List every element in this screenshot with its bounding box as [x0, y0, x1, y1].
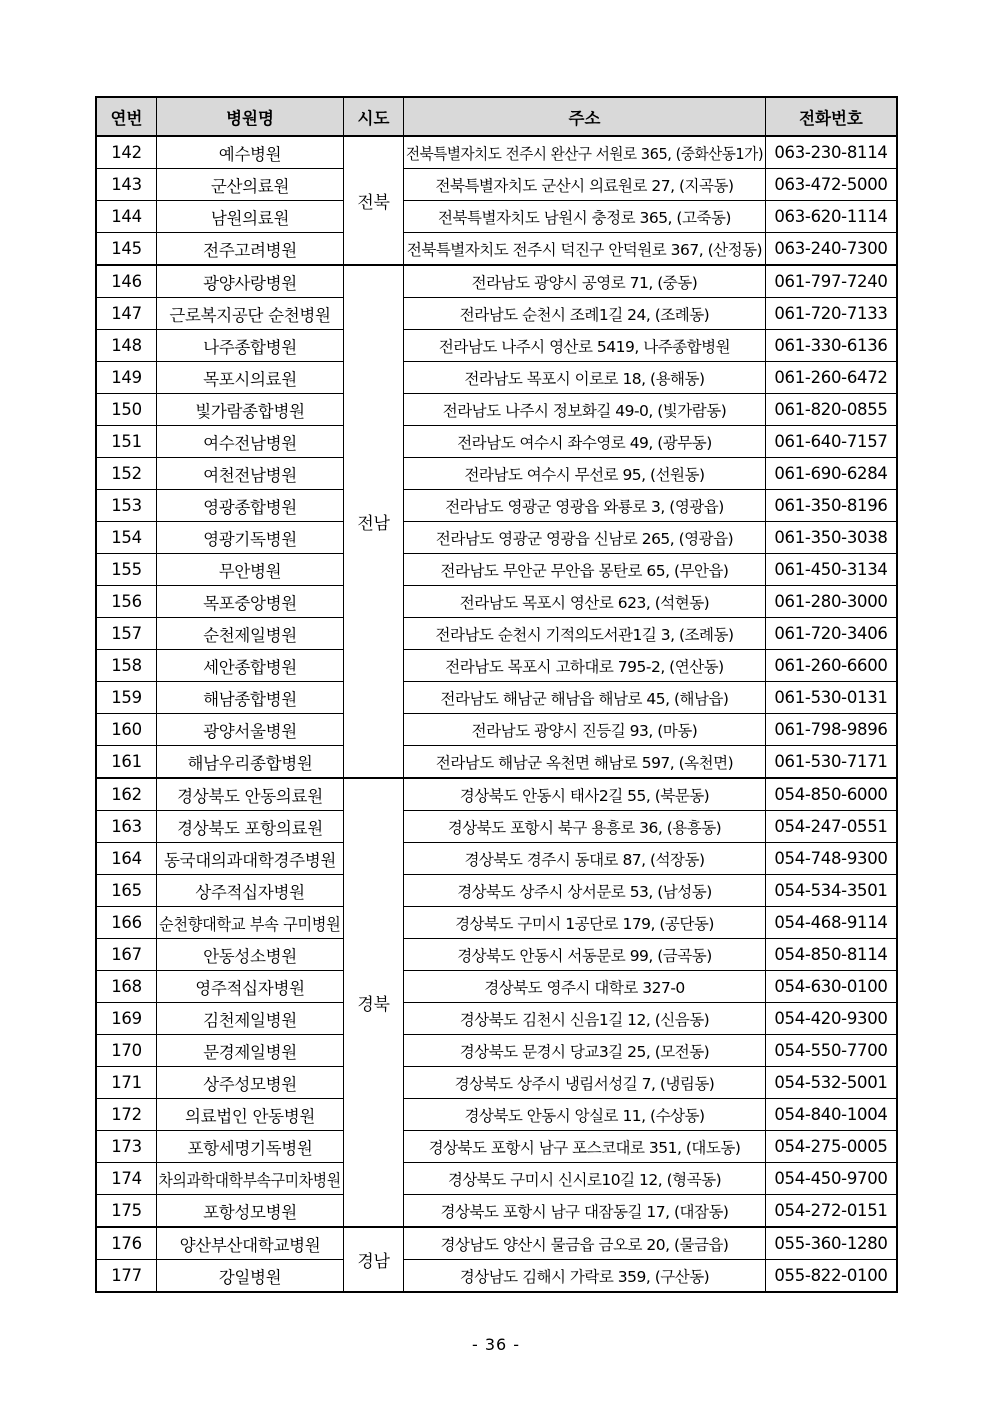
hospital-address: 전라남도 광양시 공영로 71, (중동) [404, 265, 766, 298]
hospital-name: 양산부산대학교병원 [157, 1227, 344, 1260]
hospital-address: 경상북도 안동시 앙실로 11, (수상동) [404, 1099, 766, 1131]
table-row [97, 1195, 897, 1228]
table-row [97, 330, 897, 362]
hospital-address: 경상북도 영주시 대학로 327-0 [404, 971, 766, 1003]
hospital-phone: 061-640-7157 [766, 426, 897, 458]
row-number: 177 [97, 1260, 157, 1292]
table-row [97, 233, 897, 266]
row-number: 165 [97, 875, 157, 907]
row-number: 163 [97, 811, 157, 843]
row-number: 150 [97, 394, 157, 426]
row-number: 174 [97, 1163, 157, 1195]
hospital-phone: 054-532-5001 [766, 1067, 897, 1099]
row-number: 161 [97, 746, 157, 779]
hospital-address: 전라남도 목포시 이로로 18, (용해동) [404, 362, 766, 394]
hospital-name: 포항세명기독병원 [157, 1131, 344, 1163]
hospital-phone: 054-850-6000 [766, 778, 897, 811]
hospital-name: 근로복지공단 순천병원 [157, 298, 344, 330]
table-row [97, 811, 897, 843]
table-row [97, 1099, 897, 1131]
table-row [97, 907, 897, 939]
table-row [97, 554, 897, 586]
row-number: 176 [97, 1227, 157, 1260]
table-row [97, 522, 897, 554]
hospital-name: 동국대의과대학경주병원 [157, 843, 344, 875]
hospital-name: 포항성모병원 [157, 1195, 344, 1228]
hospital-phone: 061-798-9896 [766, 714, 897, 746]
hospital-address: 경상북도 상주시 상서문로 53, (남성동) [404, 875, 766, 907]
hospital-name: 여수전남병원 [157, 426, 344, 458]
hospital-phone: 061-280-3000 [766, 586, 897, 618]
hospital-phone: 061-720-3406 [766, 618, 897, 650]
hospital-address: 경상북도 안동시 서동문로 99, (금곡동) [404, 939, 766, 971]
region-cell: 경북 [344, 778, 404, 1227]
header-address: 주소 [404, 98, 766, 137]
row-number: 146 [97, 265, 157, 298]
table-row [97, 618, 897, 650]
table-row [97, 586, 897, 618]
hospital-address: 경상북도 구미시 1공단로 179, (공단동) [404, 907, 766, 939]
row-number: 162 [97, 778, 157, 811]
row-number: 173 [97, 1131, 157, 1163]
hospital-table [96, 97, 897, 1292]
hospital-name: 경상북도 포항의료원 [157, 811, 344, 843]
hospital-phone: 054-420-9300 [766, 1003, 897, 1035]
hospital-phone: 054-272-0151 [766, 1195, 897, 1228]
table-row [97, 875, 897, 907]
hospital-name: 광양서울병원 [157, 714, 344, 746]
hospital-name: 군산의료원 [157, 169, 344, 201]
hospital-name: 전주고려병원 [157, 233, 344, 266]
region-cell: 전북 [344, 136, 404, 265]
hospital-address: 경상북도 상주시 냉림서성길 7, (냉림동) [404, 1067, 766, 1099]
hospital-phone: 063-620-1114 [766, 201, 897, 233]
hospital-name: 남원의료원 [157, 201, 344, 233]
hospital-address: 전라남도 여수시 무선로 95, (선원동) [404, 458, 766, 490]
row-number: 170 [97, 1035, 157, 1067]
hospital-address: 전라남도 순천시 조례1길 24, (조례동) [404, 298, 766, 330]
table-row [97, 1163, 897, 1195]
hospital-address: 전라남도 순천시 기적의도서관1길 3, (조례동) [404, 618, 766, 650]
hospital-address: 전라남도 광양시 진등길 93, (마동) [404, 714, 766, 746]
row-number: 144 [97, 201, 157, 233]
hospital-phone: 054-850-8114 [766, 939, 897, 971]
hospital-address: 경상북도 안동시 태사2길 55, (북문동) [404, 778, 766, 811]
hospital-phone: 061-530-0131 [766, 682, 897, 714]
hospital-name: 김천제일병원 [157, 1003, 344, 1035]
row-number: 155 [97, 554, 157, 586]
hospital-address: 전북특별자치도 전주시 완산구 서원로 365, (중화산동1가) [404, 136, 766, 169]
row-number: 151 [97, 426, 157, 458]
hospital-name: 경상북도 안동의료원 [157, 778, 344, 811]
hospital-address: 경상북도 포항시 남구 대잠동길 17, (대잠동) [404, 1195, 766, 1228]
hospital-name: 영광종합병원 [157, 490, 344, 522]
hospital-phone: 061-330-6136 [766, 330, 897, 362]
page-number: - 36 - [471, 1335, 521, 1354]
row-number: 157 [97, 618, 157, 650]
table-row [97, 298, 897, 330]
table-row [97, 714, 897, 746]
hospital-address: 전라남도 해남군 해남읍 해남로 45, (해남읍) [404, 682, 766, 714]
table-row [97, 1131, 897, 1163]
hospital-phone: 061-820-0855 [766, 394, 897, 426]
row-number: 175 [97, 1195, 157, 1228]
table-row [97, 169, 897, 201]
row-number: 158 [97, 650, 157, 682]
table-row [97, 458, 897, 490]
hospital-address: 전라남도 영광군 영광읍 신남로 265, (영광읍) [404, 522, 766, 554]
hospital-name: 해남우리종합병원 [157, 746, 344, 779]
hospital-address: 전라남도 목포시 영산로 623, (석현동) [404, 586, 766, 618]
hospital-name: 빛가람종합병원 [157, 394, 344, 426]
hospital-address: 경상남도 양산시 물금읍 금오로 20, (물금읍) [404, 1227, 766, 1260]
hospital-name: 순천제일병원 [157, 618, 344, 650]
table-row [97, 746, 897, 779]
row-number: 159 [97, 682, 157, 714]
hospital-phone: 063-230-8114 [766, 136, 897, 169]
hospital-address: 전라남도 해남군 옥천면 해남로 597, (옥천면) [404, 746, 766, 779]
hospital-address: 전라남도 나주시 영산로 5419, 나주종합병원 [404, 330, 766, 362]
hospital-name: 광양사랑병원 [157, 265, 344, 298]
table-row [97, 136, 897, 169]
row-number: 149 [97, 362, 157, 394]
table-row [97, 362, 897, 394]
hospital-phone: 054-468-9114 [766, 907, 897, 939]
hospital-name: 나주종합병원 [157, 330, 344, 362]
table-row [97, 201, 897, 233]
hospital-address: 경상북도 포항시 남구 포스코대로 351, (대도동) [404, 1131, 766, 1163]
table-row [97, 650, 897, 682]
hospital-address: 경상남도 김해시 가락로 359, (구산동) [404, 1260, 766, 1292]
hospital-name: 문경제일병원 [157, 1035, 344, 1067]
table-row [97, 426, 897, 458]
hospital-address: 전라남도 여수시 좌수영로 49, (광무동) [404, 426, 766, 458]
hospital-name: 영주적십자병원 [157, 971, 344, 1003]
table-row [97, 265, 897, 298]
hospital-phone: 054-748-9300 [766, 843, 897, 875]
hospital-phone: 055-822-0100 [766, 1260, 897, 1292]
row-number: 145 [97, 233, 157, 266]
row-number: 160 [97, 714, 157, 746]
row-number: 142 [97, 136, 157, 169]
header-region: 시도 [344, 98, 404, 137]
hospital-phone: 061-797-7240 [766, 265, 897, 298]
hospital-address: 전북특별자치도 전주시 덕진구 안덕원로 367, (산정동) [404, 233, 766, 266]
hospital-address: 경상북도 구미시 신시로10길 12, (형곡동) [404, 1163, 766, 1195]
hospital-name: 강일병원 [157, 1260, 344, 1292]
header-hospital-name: 병원명 [157, 98, 344, 137]
hospital-address: 전라남도 영광군 영광읍 와룡로 3, (영광읍) [404, 490, 766, 522]
hospital-phone: 061-260-6472 [766, 362, 897, 394]
region-cell: 경남 [344, 1227, 404, 1292]
hospital-name: 차의과학대학부속구미차병원 [157, 1163, 344, 1195]
hospital-phone: 061-350-3038 [766, 522, 897, 554]
hospital-phone: 054-275-0005 [766, 1131, 897, 1163]
hospital-address: 전북특별자치도 군산시 의료원로 27, (지곡동) [404, 169, 766, 201]
hospital-phone: 054-630-0100 [766, 971, 897, 1003]
hospital-phone: 061-350-8196 [766, 490, 897, 522]
hospital-address: 경상북도 포항시 북구 용흥로 36, (용흥동) [404, 811, 766, 843]
hospital-address: 전라남도 무안군 무안읍 몽탄로 65, (무안읍) [404, 554, 766, 586]
hospital-phone: 054-247-0551 [766, 811, 897, 843]
row-number: 167 [97, 939, 157, 971]
table-row [97, 1035, 897, 1067]
hospital-name: 순천향대학교 부속 구미병원 [157, 907, 344, 939]
region-cell: 전남 [344, 265, 404, 778]
row-number: 166 [97, 907, 157, 939]
row-number: 148 [97, 330, 157, 362]
row-number: 154 [97, 522, 157, 554]
hospital-phone: 061-720-7133 [766, 298, 897, 330]
hospital-name: 목포중앙병원 [157, 586, 344, 618]
hospital-address: 경상북도 경주시 동대로 87, (석장동) [404, 843, 766, 875]
header-phone: 전화번호 [766, 98, 897, 137]
hospital-name: 상주성모병원 [157, 1067, 344, 1099]
hospital-phone: 061-450-3134 [766, 554, 897, 586]
table-row [97, 1003, 897, 1035]
hospital-address: 전북특별자치도 남원시 충정로 365, (고죽동) [404, 201, 766, 233]
hospital-phone: 054-534-3501 [766, 875, 897, 907]
hospital-address: 전라남도 목포시 고하대로 795-2, (연산동) [404, 650, 766, 682]
table-body [97, 136, 897, 1292]
hospital-phone: 063-240-7300 [766, 233, 897, 266]
table-row [97, 843, 897, 875]
hospital-address: 경상북도 문경시 당교3길 25, (모전동) [404, 1035, 766, 1067]
row-number: 143 [97, 169, 157, 201]
hospital-name: 무안병원 [157, 554, 344, 586]
hospital-phone: 055-360-1280 [766, 1227, 897, 1260]
table-row [97, 971, 897, 1003]
table-row [97, 1227, 897, 1260]
hospital-address: 전라남도 나주시 정보화길 49-0, (빛가람동) [404, 394, 766, 426]
hospital-phone: 061-690-6284 [766, 458, 897, 490]
hospital-phone: 054-450-9700 [766, 1163, 897, 1195]
table-row [97, 1067, 897, 1099]
hospital-phone: 054-840-1004 [766, 1099, 897, 1131]
hospital-name: 안동성소병원 [157, 939, 344, 971]
hospital-name: 상주적십자병원 [157, 875, 344, 907]
table-row [97, 939, 897, 971]
row-number: 164 [97, 843, 157, 875]
hospital-name: 영광기독병원 [157, 522, 344, 554]
hospital-name: 목포시의료원 [157, 362, 344, 394]
hospital-phone: 061-260-6600 [766, 650, 897, 682]
hospital-name: 세안종합병원 [157, 650, 344, 682]
row-number: 169 [97, 1003, 157, 1035]
table-row [97, 778, 897, 811]
row-number: 153 [97, 490, 157, 522]
header-number: 연번 [97, 98, 157, 137]
row-number: 168 [97, 971, 157, 1003]
row-number: 172 [97, 1099, 157, 1131]
hospital-address: 경상북도 김천시 신음1길 12, (신음동) [404, 1003, 766, 1035]
hospital-phone: 063-472-5000 [766, 169, 897, 201]
hospital-name: 예수병원 [157, 136, 344, 169]
hospital-phone: 054-550-7700 [766, 1035, 897, 1067]
table-row [97, 682, 897, 714]
row-number: 156 [97, 586, 157, 618]
hospital-name: 여천전남병원 [157, 458, 344, 490]
row-number: 147 [97, 298, 157, 330]
table-header-row [97, 98, 897, 137]
hospital-name: 해남종합병원 [157, 682, 344, 714]
table-row [97, 394, 897, 426]
table-row [97, 1260, 897, 1292]
table-row [97, 490, 897, 522]
row-number: 171 [97, 1067, 157, 1099]
row-number: 152 [97, 458, 157, 490]
hospital-phone: 061-530-7171 [766, 746, 897, 779]
hospital-name: 의료법인 안동병원 [157, 1099, 344, 1131]
